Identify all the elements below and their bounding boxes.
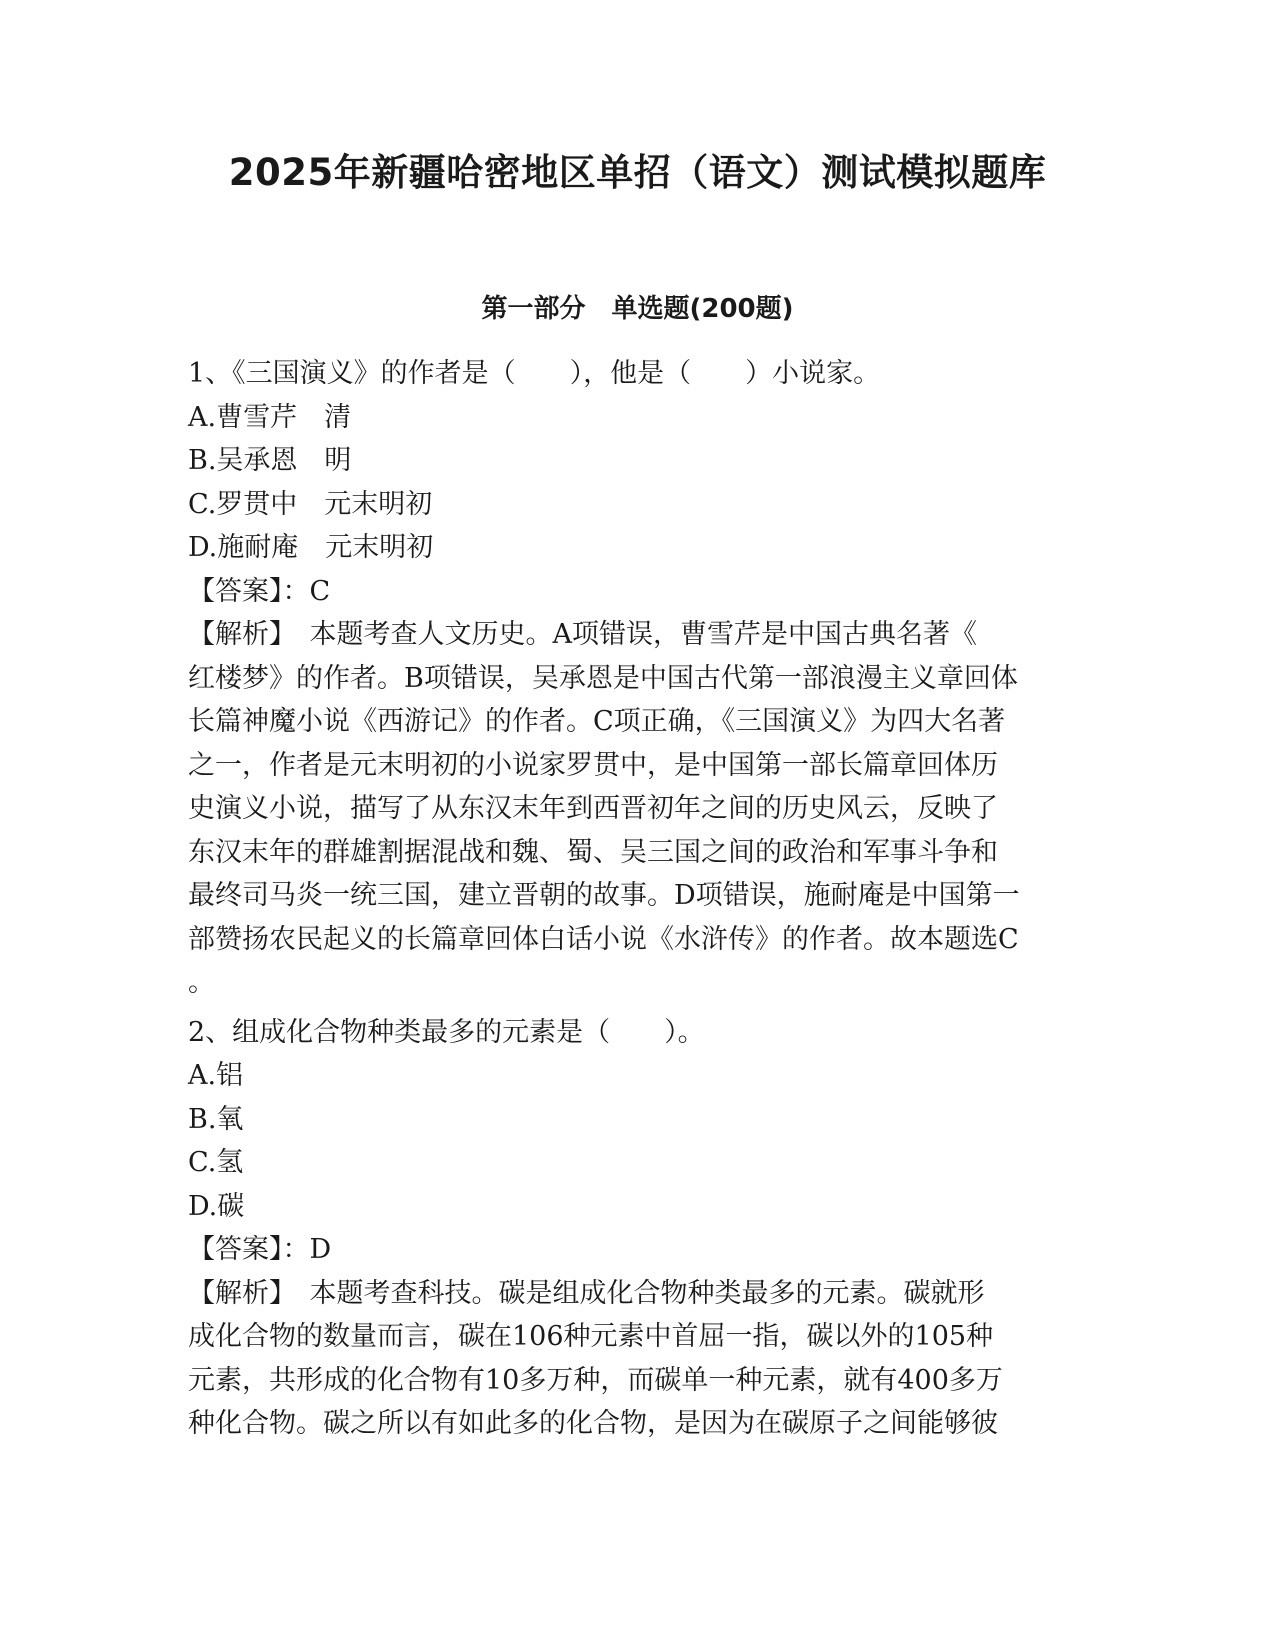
option-d: D.施耐庵 元末明初: [188, 532, 434, 563]
question-stem: 1、《三国演义》的作者是（ ），他是（ ）小说家。: [188, 358, 881, 389]
section-heading: 第一部分 单选题(200题): [481, 294, 794, 324]
explanation-line: 【解析】 本题考查科技。碳是组成化合物种类最多的元素。碳就形: [188, 1277, 985, 1309]
explanation-line: 东汉末年的群雄割据混战和魏、蜀、吴三国之间的政治和军事斗争和: [188, 836, 998, 868]
explanation-line: 红楼梦》的作者。B项错误，吴承恩是中国古代第一部浪漫主义章回体: [188, 662, 1018, 694]
explanation-line: 部赞扬农民起义的长篇章回体白话小说《水浒传》的作者。故本题选C: [188, 923, 1019, 955]
option-c: C.氢: [188, 1147, 244, 1178]
document-title: 2025年新疆哈密地区单招（语文）测试模拟题库: [228, 151, 1047, 194]
option-a: A.曹雪芹 清: [188, 401, 352, 433]
option-a: A.铝: [188, 1060, 244, 1091]
explanation-line: 史演义小说，描写了从东汉末年到西晋初年之间的历史风云，反映了: [188, 793, 998, 824]
explanation-line: 。: [188, 967, 215, 998]
answer-line: 【答案】：D: [188, 1234, 332, 1265]
explanation-line: 长篇神魔小说《西游记》的作者。C项正确，《三国演义》为四大名著: [188, 706, 1006, 737]
option-d: D.碳: [188, 1190, 245, 1222]
question-1: [188, 352, 1088, 1005]
option-b: B.吴承恩 明: [188, 445, 352, 476]
explanation-line: 种化合物。碳之所以有如此多的化合物，是因为在碳原子之间能够彼: [188, 1408, 998, 1439]
explanation-line: 成化合物的数量而言，碳在106种元素中首屈一指，碳以外的105种: [188, 1321, 994, 1352]
explanation-line: 元素，共形成的化合物有10多万种，而碳单一种元素，就有400多万: [188, 1364, 1003, 1396]
option-b: B.氧: [188, 1103, 244, 1135]
explanation-line: 之一，作者是元末明初的小说家罗贯中，是中国第一部长篇章回体历: [188, 749, 998, 781]
explanation-line: 最终司马炎一统三国，建立晋朝的故事。D项错误，施耐庵是中国第一: [188, 880, 1020, 911]
option-c: C.罗贯中 元末明初: [188, 488, 433, 520]
explanation-line: 【解析】 本题考查人文历史。A项错误，曹雪芹是中国古典名著《: [188, 619, 977, 650]
question-list: [188, 352, 1088, 1446]
question-2: [188, 1011, 1088, 1446]
question-stem: 2、组成化合物种类最多的元素是（ ）。: [188, 1016, 705, 1048]
answer-line: 【答案】：C: [188, 575, 331, 607]
